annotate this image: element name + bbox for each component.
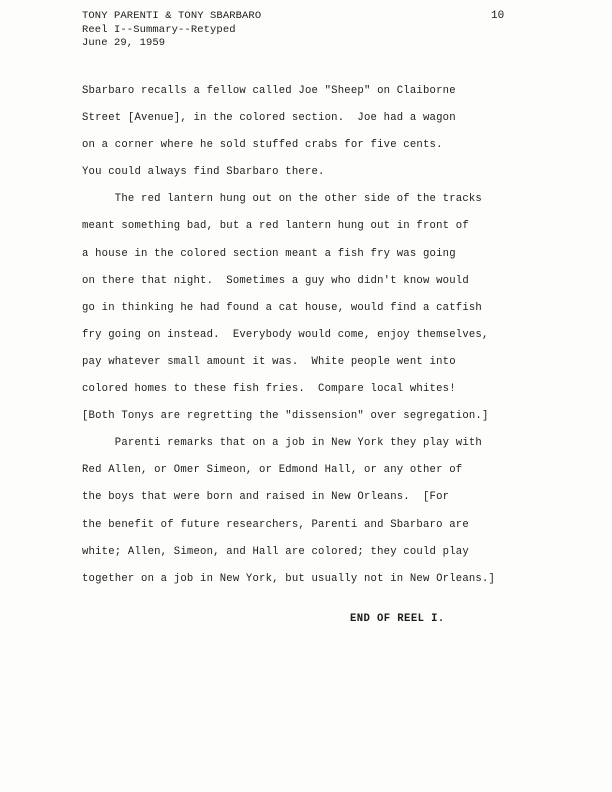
- text-line: fry going on instead. Everybody would come, enjoy themselves,: [82, 328, 489, 341]
- header-title: TONY PARENTI & TONY SBARBARO: [82, 10, 262, 22]
- text-line: on a corner where he sold stuffed crabs for five cents.: [82, 139, 443, 152]
- document-header: [82, 10, 261, 51]
- text-line: white; Allen, Simeon, and Hall are colored; they could play: [82, 545, 469, 558]
- text-line: meant something bad, but a red lantern hung out in front of: [82, 220, 469, 233]
- text-line: pay whatever small amount it was. White people went into: [82, 355, 456, 368]
- text-line: [Both Tonys are regretting the "dissension" over segregation.]: [82, 410, 489, 423]
- text-line: the benefit of future researchers, Parenti and Sbarbaro are: [82, 518, 469, 531]
- text-line: colored homes to these fish fries. Compare local whites!: [82, 383, 456, 396]
- body-text: [82, 78, 552, 593]
- text-line: go in thinking he had found a cat house, would find a catfish: [82, 301, 482, 314]
- text-line: the boys that were born and raised in New Orleans. [For: [82, 491, 450, 504]
- text-line: Sbarbaro recalls a fellow called Joe "Sheep" on Claiborne: [82, 85, 456, 97]
- text-line: together on a job in New York, but usually not in New Orleans.]: [82, 572, 496, 585]
- header-reel: Reel I--Summary--Retyped: [82, 23, 236, 36]
- text-line: Parenti remarks that on a job in New York they play with: [82, 437, 482, 450]
- text-line: You could always find Sbarbaro there.: [82, 166, 325, 179]
- text-line: Street [Avenue], in the colored section. Joe had a wagon: [82, 112, 456, 125]
- text-line: The red lantern hung out on the other side of the tracks: [82, 193, 482, 206]
- header-date: June 29, 1959: [82, 37, 166, 49]
- text-line: on there that night. Sometimes a guy who didn't know would: [82, 274, 469, 287]
- end-of-reel-mark: END OF REEL I.: [350, 613, 445, 625]
- text-line: a house in the colored section meant a fish fry was going: [82, 247, 456, 260]
- text-line: Red Allen, or Omer Simeon, or Edmond Hall, or any other of: [82, 464, 463, 477]
- page-number: 10: [491, 10, 505, 22]
